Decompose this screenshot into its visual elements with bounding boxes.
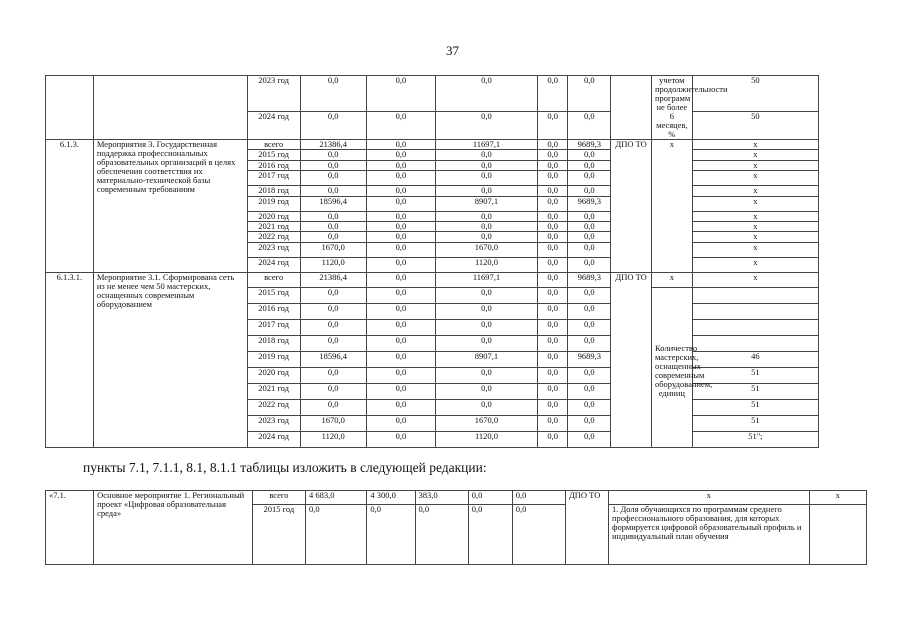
target-cell: 51 xyxy=(692,400,818,416)
value-cell: 0,0 xyxy=(568,336,611,352)
value-cell: 0,0 xyxy=(537,212,568,222)
indicator-cell: учетом продолжительности программ не более 6 месяцев, % xyxy=(651,76,692,140)
value-cell: 8907,1 xyxy=(436,197,538,212)
table-row xyxy=(46,491,867,505)
value-cell: 0,0 xyxy=(568,368,611,384)
value-cell: 0,0 xyxy=(568,384,611,400)
indicator-cell: Количество мастерских, оснащенных современным оборудованием, единиц xyxy=(651,288,692,448)
value-cell: 9689,3 xyxy=(568,197,611,212)
value-cell: 0,0 xyxy=(366,111,435,139)
value-cell: 0,0 xyxy=(366,368,435,384)
value-cell: 0,0 xyxy=(366,304,435,320)
value-cell: 0,0 xyxy=(366,197,435,212)
year-cell: 2024 год xyxy=(247,111,300,139)
target-cell: 50 xyxy=(692,111,818,139)
value-cell: 0,0 xyxy=(537,368,568,384)
indicator-cell: х xyxy=(651,273,692,288)
value-cell: 0,0 xyxy=(436,150,538,161)
target-cell: х xyxy=(809,491,866,505)
program-table-new-edition xyxy=(45,490,867,565)
target-cell xyxy=(692,336,818,352)
year-cell: 2021 год xyxy=(247,384,300,400)
year-cell: 2023 год xyxy=(247,243,300,258)
year-cell: 2017 год xyxy=(247,320,300,336)
value-cell: 4 683,0 xyxy=(306,491,367,505)
value-cell: 0,0 xyxy=(537,243,568,258)
target-cell: 51"; xyxy=(692,432,818,448)
value-cell: 0,0 xyxy=(366,243,435,258)
value-cell: 0,0 xyxy=(366,212,435,222)
value-cell: 0,0 xyxy=(537,161,568,171)
year-cell: 2015 год xyxy=(252,505,305,565)
value-cell: 1670,0 xyxy=(436,243,538,258)
value-cell: 0,0 xyxy=(568,400,611,416)
item-number: 6.1.3.1. xyxy=(46,273,94,448)
target-cell: х xyxy=(692,161,818,171)
target-cell: 51 xyxy=(692,384,818,400)
year-cell: 2019 год xyxy=(247,197,300,212)
value-cell: 0,0 xyxy=(537,171,568,186)
value-cell: 11697,1 xyxy=(436,140,538,150)
value-cell: 8907,1 xyxy=(436,352,538,368)
value-cell: 0,0 xyxy=(568,320,611,336)
year-cell: 2020 год xyxy=(247,368,300,384)
value-cell: 1670,0 xyxy=(300,243,366,258)
value-cell: 9689,3 xyxy=(568,140,611,150)
value-cell: 9689,3 xyxy=(568,273,611,288)
value-cell: 0,0 xyxy=(436,111,538,139)
value-cell: 0,0 xyxy=(366,232,435,243)
value-cell: 0,0 xyxy=(468,505,512,565)
year-cell: 2015 год xyxy=(247,150,300,161)
value-cell: 0,0 xyxy=(537,273,568,288)
value-cell: 0,0 xyxy=(512,505,565,565)
executor-cell xyxy=(611,76,652,140)
value-cell: 0,0 xyxy=(300,150,366,161)
target-cell: х xyxy=(692,273,818,288)
year-cell: всего xyxy=(252,491,305,505)
value-cell: 0,0 xyxy=(366,76,435,112)
value-cell: 1120,0 xyxy=(436,432,538,448)
value-cell: 0,0 xyxy=(436,186,538,197)
value-cell: 0,0 xyxy=(436,171,538,186)
value-cell: 18596,4 xyxy=(300,197,366,212)
value-cell: 0,0 xyxy=(366,140,435,150)
value-cell: 0,0 xyxy=(436,320,538,336)
executor-cell: ДПО ТО xyxy=(565,491,608,565)
value-cell: 0,0 xyxy=(537,384,568,400)
value-cell: 0,0 xyxy=(568,76,611,112)
year-cell: 2018 год xyxy=(247,336,300,352)
value-cell: 0,0 xyxy=(537,186,568,197)
value-cell: 21386,4 xyxy=(300,273,366,288)
target-cell: х xyxy=(692,258,818,273)
value-cell: 0,0 xyxy=(300,212,366,222)
target-cell: х xyxy=(692,243,818,258)
value-cell: 0,0 xyxy=(300,232,366,243)
value-cell: 383,0 xyxy=(415,491,468,505)
target-cell: 50 xyxy=(692,76,818,112)
year-cell: 2017 год xyxy=(247,171,300,186)
value-cell: 0,0 xyxy=(537,400,568,416)
value-cell: 0,0 xyxy=(366,336,435,352)
value-cell: 0,0 xyxy=(568,416,611,432)
value-cell: 0,0 xyxy=(300,171,366,186)
indicator-cell: 1. Доля обучающихся по программам среднего профессионального образования, для которых формируется цифровой образовательный профиль и индивидуальный план обучения xyxy=(608,505,809,565)
table-row xyxy=(46,140,867,150)
value-cell: 0,0 xyxy=(436,288,538,304)
value-cell: 1670,0 xyxy=(300,416,366,432)
value-cell: 0,0 xyxy=(366,273,435,288)
value-cell: 0,0 xyxy=(568,161,611,171)
empty-cell xyxy=(93,76,247,140)
executor-cell: ДПО ТО xyxy=(611,273,652,448)
value-cell: 0,0 xyxy=(300,161,366,171)
value-cell: 0,0 xyxy=(537,352,568,368)
value-cell: 0,0 xyxy=(436,222,538,232)
target-cell xyxy=(692,304,818,320)
target-cell xyxy=(692,288,818,304)
year-cell: 2016 год xyxy=(247,161,300,171)
year-cell: 2023 год xyxy=(247,76,300,112)
value-cell: 0,0 xyxy=(300,288,366,304)
value-cell: 0,0 xyxy=(537,197,568,212)
value-cell: 0,0 xyxy=(568,222,611,232)
target-cell: х xyxy=(692,150,818,161)
value-cell: 0,0 xyxy=(366,288,435,304)
value-cell: 0,0 xyxy=(568,243,611,258)
value-cell: 0,0 xyxy=(436,384,538,400)
value-cell: 0,0 xyxy=(537,336,568,352)
value-cell: 0,0 xyxy=(568,171,611,186)
value-cell: 0,0 xyxy=(568,258,611,273)
value-cell: 21386,4 xyxy=(300,140,366,150)
value-cell: 0,0 xyxy=(537,288,568,304)
value-cell: 1120,0 xyxy=(436,258,538,273)
value-cell: 0,0 xyxy=(436,304,538,320)
value-cell: 0,0 xyxy=(436,400,538,416)
item-number: 6.1.3. xyxy=(46,140,94,273)
value-cell: 1670,0 xyxy=(436,416,538,432)
value-cell: 0,0 xyxy=(300,111,366,139)
value-cell: 0,0 xyxy=(366,150,435,161)
value-cell: 0,0 xyxy=(300,76,366,112)
value-cell: 0,0 xyxy=(366,186,435,197)
value-cell: 0,0 xyxy=(568,186,611,197)
year-cell: 2018 год xyxy=(247,186,300,197)
value-cell: 0,0 xyxy=(366,161,435,171)
value-cell: 0,0 xyxy=(366,400,435,416)
indicator-cell: х xyxy=(608,491,809,505)
value-cell: 0,0 xyxy=(436,336,538,352)
value-cell: 0,0 xyxy=(537,111,568,139)
value-cell: 0,0 xyxy=(537,232,568,243)
target-cell: х xyxy=(692,171,818,186)
target-cell: х xyxy=(692,232,818,243)
value-cell: 0,0 xyxy=(366,352,435,368)
value-cell: 0,0 xyxy=(366,320,435,336)
target-cell: х xyxy=(692,186,818,197)
value-cell: 1120,0 xyxy=(300,432,366,448)
target-cell: х xyxy=(692,212,818,222)
value-cell: 0,0 xyxy=(537,320,568,336)
item-name: Мероприятие 3.1. Сформирована сеть из не менее чем 50 мастерских, оснащенных современным оборудованием xyxy=(93,273,247,448)
value-cell: 0,0 xyxy=(415,505,468,565)
value-cell: 1120,0 xyxy=(300,258,366,273)
table-row xyxy=(46,76,867,112)
year-cell: 2020 год xyxy=(247,212,300,222)
value-cell: 0,0 xyxy=(436,161,538,171)
value-cell: 0,0 xyxy=(366,222,435,232)
value-cell: 0,0 xyxy=(537,76,568,112)
value-cell: 0,0 xyxy=(300,400,366,416)
target-cell xyxy=(809,505,866,565)
year-cell: всего xyxy=(247,273,300,288)
instruction-text: пункты 7.1, 7.1.1, 8.1, 8.1.1 таблицы изложить в следующей редакции: xyxy=(83,460,487,475)
value-cell: 0,0 xyxy=(367,505,415,565)
value-cell: 0,0 xyxy=(468,491,512,505)
value-cell: 0,0 xyxy=(537,432,568,448)
item-number: «7.1. xyxy=(46,491,94,565)
value-cell: 0,0 xyxy=(568,232,611,243)
year-cell: всего xyxy=(247,140,300,150)
target-cell: 46 xyxy=(692,352,818,368)
value-cell: 0,0 xyxy=(300,222,366,232)
value-cell: 9689,3 xyxy=(568,352,611,368)
empty-cell xyxy=(46,76,94,140)
value-cell: 0,0 xyxy=(300,304,366,320)
value-cell: 4 300,0 xyxy=(367,491,415,505)
item-name: Основное мероприятие 1. Региональный проект «Цифровая образовательная среда» xyxy=(94,491,253,565)
target-cell xyxy=(692,320,818,336)
value-cell: 0,0 xyxy=(366,258,435,273)
value-cell: 0,0 xyxy=(568,111,611,139)
value-cell: 0,0 xyxy=(306,505,367,565)
value-cell: 0,0 xyxy=(436,76,538,112)
value-cell: 0,0 xyxy=(568,212,611,222)
value-cell: 0,0 xyxy=(300,186,366,197)
value-cell: 0,0 xyxy=(537,222,568,232)
value-cell: 0,0 xyxy=(537,304,568,320)
target-cell: х xyxy=(692,140,818,150)
value-cell: 0,0 xyxy=(366,432,435,448)
value-cell: 0,0 xyxy=(300,320,366,336)
year-cell: 2016 год xyxy=(247,304,300,320)
value-cell: 0,0 xyxy=(568,432,611,448)
value-cell: 0,0 xyxy=(537,140,568,150)
value-cell: 0,0 xyxy=(568,288,611,304)
executor-cell: ДПО ТО xyxy=(611,140,652,273)
target-cell: х xyxy=(692,197,818,212)
target-cell: х xyxy=(692,222,818,232)
value-cell: 18596,4 xyxy=(300,352,366,368)
program-table-continued xyxy=(45,75,867,448)
year-cell: 2023 год xyxy=(247,416,300,432)
value-cell: 0,0 xyxy=(568,304,611,320)
table-row xyxy=(46,273,867,288)
value-cell: 0,0 xyxy=(436,232,538,243)
value-cell: 0,0 xyxy=(366,171,435,186)
item-name: Мероприятия 3. Государственная поддержка профессиональных образовательных организаций в целях обеспечения соответствия их материально-технической базы современным требованиям xyxy=(93,140,247,273)
value-cell: 11697,1 xyxy=(436,273,538,288)
value-cell: 0,0 xyxy=(366,384,435,400)
value-cell: 0,0 xyxy=(300,336,366,352)
target-cell: 51 xyxy=(692,368,818,384)
value-cell: 0,0 xyxy=(537,416,568,432)
value-cell: 0,0 xyxy=(300,384,366,400)
year-cell: 2024 год xyxy=(247,432,300,448)
year-cell: 2015 год xyxy=(247,288,300,304)
year-cell: 2022 год xyxy=(247,400,300,416)
value-cell: 0,0 xyxy=(300,368,366,384)
year-cell: 2022 год xyxy=(247,232,300,243)
indicator-cell: х xyxy=(651,140,692,273)
year-cell: 2024 год xyxy=(247,258,300,273)
page-number: 37 xyxy=(446,43,459,58)
year-cell: 2021 год xyxy=(247,222,300,232)
value-cell: 0,0 xyxy=(568,150,611,161)
value-cell: 0,0 xyxy=(436,212,538,222)
value-cell: 0,0 xyxy=(537,258,568,273)
value-cell: 0,0 xyxy=(512,491,565,505)
target-cell: 51 xyxy=(692,416,818,432)
value-cell: 0,0 xyxy=(366,416,435,432)
value-cell: 0,0 xyxy=(537,150,568,161)
value-cell: 0,0 xyxy=(436,368,538,384)
year-cell: 2019 год xyxy=(247,352,300,368)
